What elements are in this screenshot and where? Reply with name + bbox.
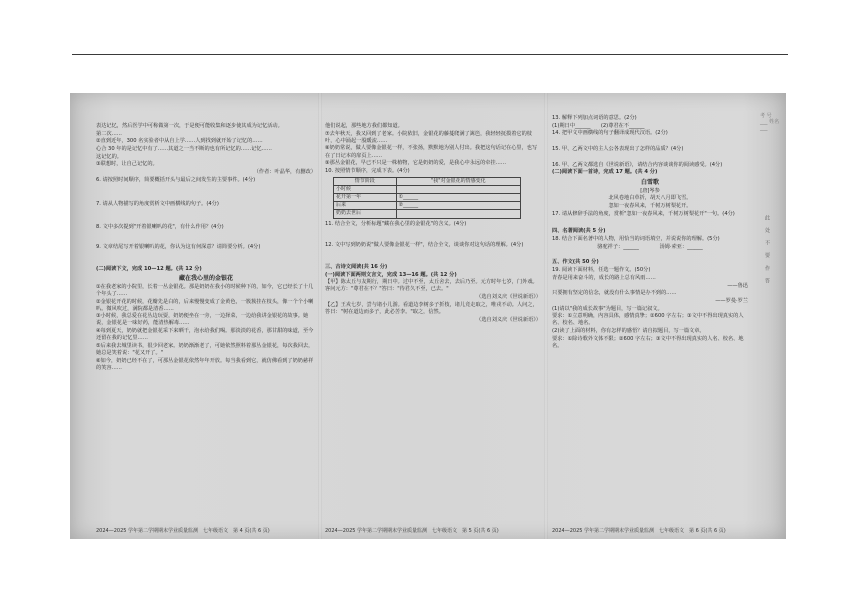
page-footer: 2024—2025 学年第二学期期末学业质量监测 七年级语文 第 4 页(共 6 页) [96, 527, 270, 534]
table-header: "我"对金银花的情感变化 [396, 178, 520, 186]
table-cell: 小时候 [334, 186, 397, 194]
question-19: 19. 阅读下面材料，任选一题作文。(50分) [552, 267, 651, 274]
question-9: 9. 文章结尾写开着银喇叭的花，你认为这有何深意？请简要分析。(4分) [96, 243, 261, 250]
passage-title: 藏在我心里的金银花 [178, 274, 233, 282]
poem-line: 北风卷地白草折，胡天八月即飞雪。 [608, 195, 692, 202]
text-line: 心合 30 年的是记忆中有了……其道之一当不断的也有所记忆的……记忆…… [96, 146, 272, 153]
paragraph: ②金银花开花的时候，花瓣先是白的，后来慢慢变成了金黄色，一簇簇挂在枝头，像一个个小喇叭。微风吹过，满院都是清香…… [96, 298, 314, 312]
question-15: 15. 甲、乙两文中的主人公各表现出了怎样的品质？(4分) [552, 146, 684, 153]
paragraph: ⑦去年秋天，我又回到了老家。小院依旧，金银花的藤蔓爬满了篱笆，我轻轻抚摸着它的枝叶，心中涌起一股暖流…… [325, 130, 532, 144]
quote-source: ——鲁迅 [727, 282, 748, 289]
essay-topic-2: (2)读了上面的材料，你有怎样的感悟？请自拟题目，写一篇文章。 [552, 328, 705, 335]
table-row [334, 186, 521, 194]
paragraph: ①在我老家的小院里，长着一丛金银花。那是奶奶在我小的时候种下的，如今，它已经长了十几个年头了…… [96, 283, 314, 297]
top-rule [72, 54, 788, 55]
paragraph: ⑨那丛金银花，早已不只是一株植物，它是奶奶的爱，是我心中永远的牵挂…… [325, 160, 507, 167]
table-cell [396, 210, 520, 218]
subsection-heading: (一)阅读下面两则文言文，完成 13—16 题。(共 12 分) [325, 271, 457, 278]
material-quote: 青春是用来奋斗的，成长的路上总有风雨…… [552, 274, 656, 281]
page-4-column [96, 93, 316, 539]
table-cell [396, 186, 520, 194]
text-line: 这记忆的。 [96, 153, 122, 160]
paragraph: ⑤后来我去城里读书，很少回老家。奶奶渐渐老了，可她依然照料着那丛金银花，每次我回去，她总是笑着说："花又开了。" [96, 342, 314, 356]
paragraph: ④每到夏天，奶奶就把金银花采下来晒干，泡水给我们喝。那淡淡的花香，那甘甜的味道，至今还留在我的记忆里…… [96, 328, 314, 342]
text-line: 表达记忆，然后医学中可称做第一次，于是便可能收集和逐步使其成为记忆活动。 [96, 123, 283, 129]
material-quote: 只要拥有坚定的信念，就没有什么事情是办不到的…… [552, 290, 677, 297]
quote-source: ——罗曼·罗兰 [715, 297, 748, 304]
table-cell: ②______ [396, 202, 520, 210]
page-footer: 2024—2025 学年第二学期期末学业质量监测 七年级语文 第 5 页(共 6 页) [325, 527, 499, 534]
plot-table [333, 177, 521, 218]
stub-info: 考 号 ___ 姓名 ___ [760, 113, 780, 131]
question-18: 18. 结合下面名著中的人物，用恰当的词语填空，并说说你的理解。(5分) [552, 236, 720, 243]
question-14: 14. 把甲文中画横线的句子翻译成现代汉语。(2分) [552, 130, 668, 137]
table-cell: 后来 [334, 202, 397, 210]
poem-line: 忽如一夜春风来，千树万树梨花开。 [608, 203, 692, 209]
page-footer: 2024—2025 学年第二学期期末学业质量监测 七年级语文 第 6 页(共 6 页) [552, 527, 726, 534]
question-16: 16. 甲、乙两文都选自《世说新语》，请结合内容谈谈你的阅读感受。(4分) [552, 161, 723, 168]
paragraph: ③小时候，我总爱在花丛边玩耍，奶奶便坐在一旁，一边择菜，一边给我讲金银花的故事。她说，金银花是一味好药，能清热解毒…… [96, 313, 309, 327]
essay-topic-1: (1)请以"我的成长故事"为题目，写一篇记叙文。 [552, 305, 663, 312]
binding-stub [758, 105, 782, 525]
table-row [334, 194, 521, 202]
section-heading: (二)阅读下文，完成 10—12 题。(共 12 分) [96, 265, 202, 272]
question-11: 11. 结合全文，分析标题"藏在我心里的金银花"的含义。(4分) [325, 220, 467, 227]
essay-requirements: 要求：①除诗歌外文体不限；②600 字左右；③文中不得出现真实的人名、校名、地名。 [552, 335, 744, 349]
passage-a: 【甲】陈太丘与友期行，期日中。过中不至，太丘舍去，去后乃至。元方时年七岁，门外戏。客问元方："尊君在不？"答曰："待君久不至，已去。" [325, 279, 538, 293]
question-13: 13. 解释下列加点词语的意思。(2分) [552, 115, 637, 121]
paragraph: ⑧奶奶常说，做人要像金银花一样，不张扬，默默地为别人付出。我把这句话记在心里，也写在了日记本的扉页上…… [325, 145, 538, 159]
source-note: （选自刘义庆《世说新语》） [476, 316, 541, 323]
table-header: 情节阶段 [334, 178, 397, 186]
source-note: （选自刘义庆《世说新语》） [476, 294, 541, 301]
source-note: （作者：叶晶华，有删改） [253, 169, 316, 176]
text-line: ③联想时，让自己记忆的。 [96, 161, 158, 168]
question-12: 12. 文中写到奶奶说"做人要像金银花一样"，结合全文，谈谈你对这句话的理解。(4分) [325, 242, 524, 249]
page-fold [544, 93, 548, 539]
poem-title: 白雪歌 [640, 178, 659, 186]
question-6: 6. 请按照时间顺序，简要概括开头与最后之间发生的主要事件。(4分) [96, 176, 256, 183]
section-heading: 五、作文(共 50 分) [552, 259, 599, 266]
table-row [334, 202, 521, 210]
poem-author: [唐]岑参 [640, 187, 660, 194]
question-13-items: (1)期日中______ (2)尊君在不______ [552, 122, 645, 129]
question-18-blanks: 骆驼祥子：______ 汤姆·索亚：______ [597, 243, 703, 250]
table-cell: 花开第一年 [334, 194, 397, 202]
text-line: 他们说起，那些地方我们都知道。 [325, 123, 403, 129]
essay-requirements: 要求：①立意明确，内容具体，感情真挚；②600 字左右；③文中不得出现真实的人名、校名、地名。 [552, 313, 744, 327]
question-7: 7. 请从人物描写的角度赏析文中画横线的句子。(4分) [96, 200, 219, 207]
text-line: 第二次…… [96, 130, 122, 137]
text-line: ②直到近年，300 名实验者中从自上学……人到找到就开始了记忆的…… [96, 138, 263, 145]
section-heading: 三、古诗文阅读(共 16 分) [325, 263, 388, 270]
table-cell: 奶奶去世后 [334, 210, 397, 218]
scanned-exam-sheet [70, 93, 786, 539]
paragraph: ⑥如今，奶奶已经不在了，可那丛金银花依然年年开放。每当我看到它，就仿佛看到了奶奶慈祥的笑容…… [96, 357, 314, 371]
question-10: 10. 按照情节顺序，完成下表。(4分) [325, 167, 410, 174]
page-5-column [325, 93, 541, 539]
page-6-column [552, 93, 748, 539]
table-cell: ①______ [396, 194, 520, 202]
question-8: 8. 文中多次提到"开着银喇叭的花"，有什么作用？(4分) [96, 224, 224, 231]
page-fold [318, 93, 322, 539]
section-heading: (二)阅读下面一首诗，完成 17 题。(共 4 分) [552, 169, 658, 176]
question-17: 17. 请从修辞手法的角度，赏析"忽如一夜春风来，千树万树梨花开"一句。(4分) [552, 210, 735, 217]
section-heading: 四、名著阅读(共 5 分) [552, 228, 606, 235]
passage-b: 【乙】王戎七岁，尝与诸小儿游。看道边李树多子折枝，诸儿竞走取之，唯戎不动。人问之，答曰："树在道边而多子，此必苦李。"取之，信然。 [325, 301, 538, 315]
stub-warning: 此 处 不 要 作 答 [764, 215, 770, 286]
table-row [334, 210, 521, 218]
